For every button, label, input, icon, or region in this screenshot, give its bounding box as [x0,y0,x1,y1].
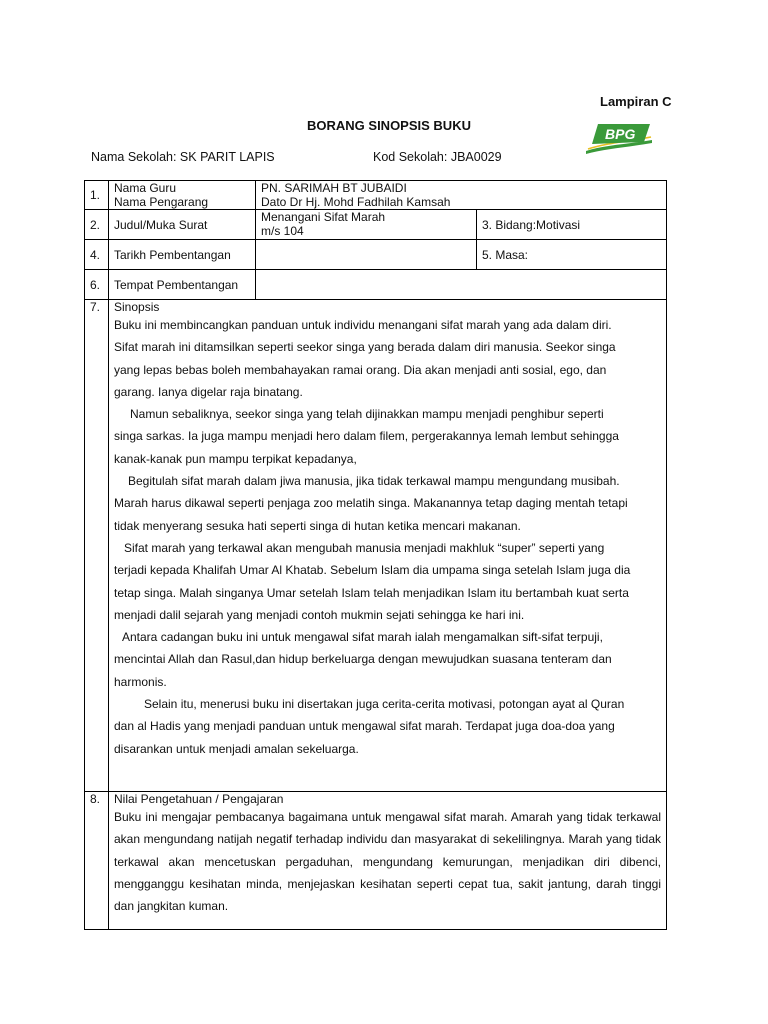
value-book-title: Menangani Sifat Marah [261,210,386,224]
row-number: 6. [85,270,109,300]
sinopsis-line: dan al Hadis yang menjadi panduan untuk mengawal sifat marah. Terdapat juga doa-doa yang [114,719,615,734]
school-name: Nama Sekolah: SK PARIT LAPIS [91,150,275,164]
sinopsis-line: disarankan untuk menjadi amalan sekeluarga. [114,741,359,756]
sinopsis-line: Selain itu, menerusi buku ini disertakan juga cerita-cerita motivasi, potongan ayat al Quran [144,697,625,712]
field-masa: 5. Masa: [477,240,667,270]
sinopsis-line: kanak-kanak pun mampu terpikat kepadanya, [114,451,357,466]
svg-text:BPG: BPG [605,126,636,142]
sinopsis-cell [109,300,667,792]
sinopsis-line: Sifat marah yang terkawal akan mengubah manusia menjadi makhluk “super” seperti yang [124,540,605,555]
sinopsis-line: Namun sebaliknya, seekor singa yang telah dijinakkan mampu menjadi penghibur seperti [130,407,604,422]
field-bidang: 3. Bidang:Motivasi [477,210,667,240]
label-guru-pengarang [109,181,256,210]
label-sinopsis: Sinopsis [114,300,160,314]
sinopsis-line: tetap singa. Malah singanya Umar setelah Islam telah menjadikan Islam itu bertambah kuat serta [114,585,629,600]
value-tarikh [256,240,477,270]
label-nama-guru: Nama Guru [114,181,177,195]
value-nama-guru: PN. SARIMAH BT JUBAIDI [261,181,407,195]
value-judul [256,210,477,240]
sinopsis-line: Marah harus dikawal seperti penjaga zoo melatih singa. Makanannya tetap daging mentah tetapi [114,496,628,511]
sinopsis-line: menjadi dalil sejarah yang menjadi contoh mukmin sejati sehingga ke hari ini. [114,607,525,622]
sinopsis-line: terjadi kepada Khalifah Umar Al Khatab. Sebelum Islam dia umpama singa setelah Islam juga dia [114,563,631,578]
value-page: m/s 104 [261,224,304,238]
row-number: 1. [85,181,109,210]
sinopsis-line: garang. Ianya digelar raja binatang. [114,384,303,399]
row-number: 7. [85,300,109,792]
sinopsis-line: harmonis. [114,674,167,689]
row-sinopsis [85,300,667,792]
synopsis-form-table [84,180,667,930]
row-number: 8. [85,792,109,930]
row-number: 4. [85,240,109,270]
sinopsis-line: singa sarkas. Ia juga mampu menjadi hero dalam filem, pergerakannya lemah lembut sehingga [114,429,619,444]
value-guru-pengarang [256,181,667,210]
bpg-logo [584,120,654,156]
label-judul: Judul/Muka Surat [109,210,256,240]
label-tempat: Tempat Pembentangan [109,270,256,300]
lampiran-label: Lampiran C [600,94,672,109]
row-guru [85,181,667,210]
value-nama-pengarang: Dato Dr Hj. Mohd Fadhilah Kamsah [261,195,451,209]
form-title: BORANG SINOPSIS BUKU [307,118,471,133]
row-tempat [85,270,667,300]
sinopsis-line: Antara cadangan buku ini untuk mengawal sifat marah ialah mengamalkan sift-sifat terpuji, [122,630,603,645]
value-tempat [256,270,667,300]
label-tarikh: Tarikh Pembentangan [109,240,256,270]
label-nama-pengarang: Nama Pengarang [114,195,209,209]
row-judul [85,210,667,240]
row-tarikh [85,240,667,270]
sinopsis-line: Begitulah sifat marah dalam jiwa manusia, jika tidak terkawal mampu mengundang musibah. [128,474,620,489]
sinopsis-line: Buku ini membincangkan panduan untuk individu menangani sifat marah yang ada dalam diri. [114,318,612,332]
nilai-cell [109,792,667,930]
school-code: Kod Sekolah: JBA0029 [373,150,502,164]
row-nilai [85,792,667,930]
row-number: 2. [85,210,109,240]
sinopsis-line: tidak menyerang sesuka hati seperti singa di hutan ketika mencari makanan. [114,518,521,533]
label-nilai: Nilai Pengetahuan / Pengajaran [114,792,284,806]
nilai-text: Buku ini mengajar pembacanya bagaimana untuk mengawal sifat marah. Amarah yang tidak terkawal akan mengundang natijah negatif terhadap individu dan masyarakat di sekelilingnya. Marah yang tidak terkawal akan mencetuskan pergaduhan, mengundang kemurungan, menjadikan diri dibenci, mengganggu kesihatan minda, menjejaskan kesihatan seperti cepat tua, sakit jantung, darah tinggi dan jangkitan kuman. [114,810,662,914]
sinopsis-line: Sifat marah ini ditamsilkan seperti seekor singa yang berada dalam diri manusia. Seekor singa [114,340,616,355]
sinopsis-line: yang lepas bebas boleh membahayakan ramai orang. Dia akan menjadi anti sosial, ego, dan [114,362,607,377]
sinopsis-line: mencintai Allah dan Rasul,dan hidup berkeluarga dengan mewujudkan suasana tenteram dan [114,652,612,667]
